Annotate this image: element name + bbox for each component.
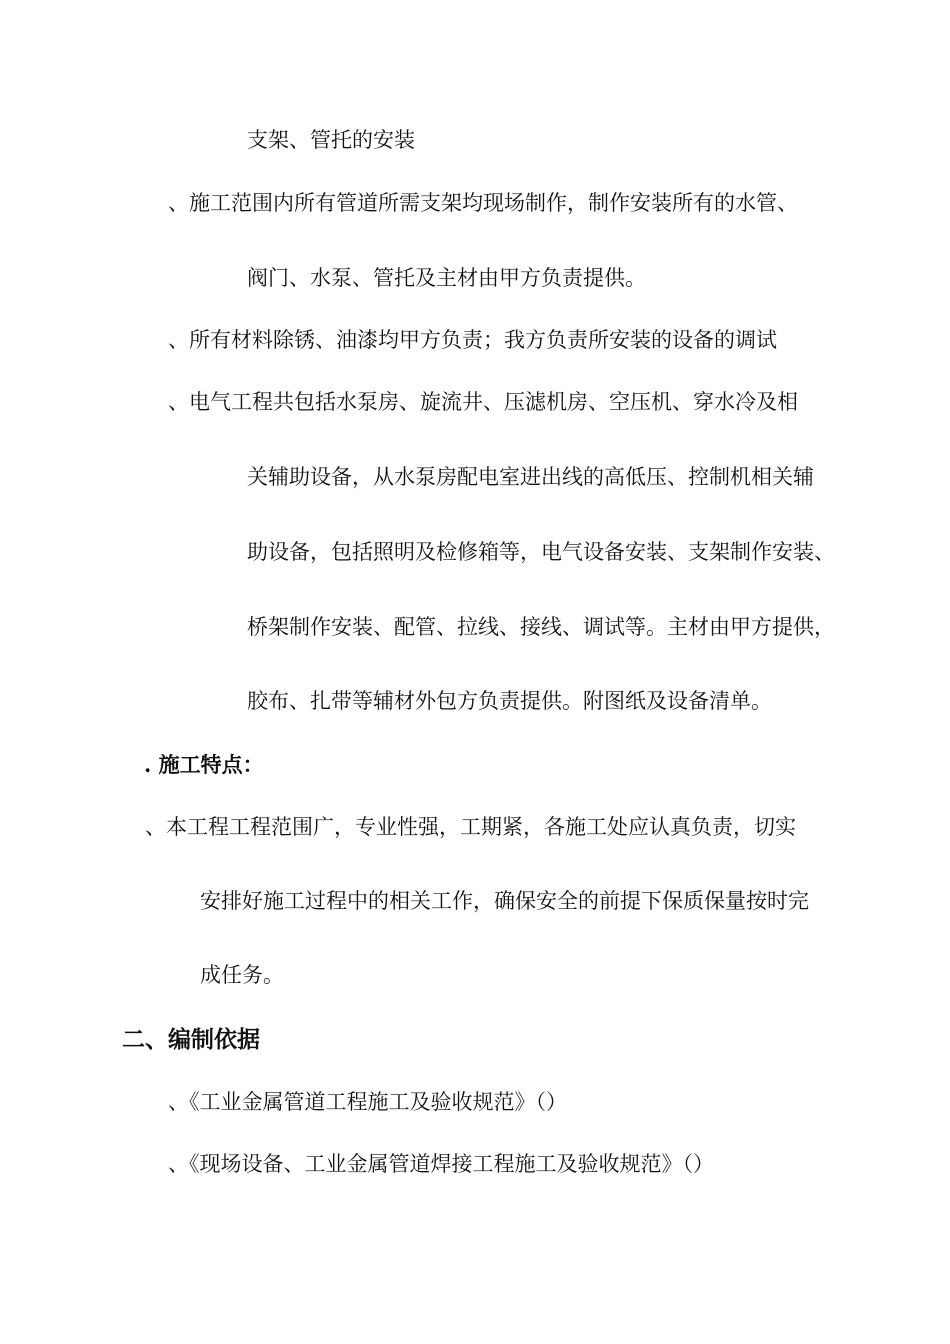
text-line-basis-pipeline: 、《工业金属管道工程施工及验收规范》（） <box>168 1090 567 1114</box>
text-line-electrical-aux: 关辅助设备，从水泵房配电室进出线的高低压、控制机相关辅 <box>247 465 814 489</box>
text-line-scope-supports: 、施工范围内所有管道所需支架均现场制作，制作安装所有的水管、 <box>168 191 798 215</box>
text-line-features-complete: 成任务。 <box>200 963 284 987</box>
text-line-support-install: 支架、管托的安装 <box>247 128 415 152</box>
text-line-electrical-scope: 、电气工程共包括水泵房、旋流井、压滤机房、空压机、穿水冷及相 <box>168 390 798 414</box>
text-line-electrical-tray: 桥架制作安装、配管、拉线、接线、调试等。主材由甲方提供， <box>247 615 835 639</box>
section-title-features: . 施工特点： <box>144 752 264 777</box>
text-line-electrical-lighting: 助设备，包括照明及检修箱等，电气设备安装、支架制作安装、 <box>247 540 835 564</box>
text-line-features-scope: 、本工程工程范围广，专业性强，工期紧，各施工处应认真负责，切实 <box>145 815 796 839</box>
text-line-features-arrange: 安排好施工过程中的相关工作，确保安全的前提下保质保量按时完 <box>200 889 809 913</box>
text-line-materials-provided: 阀门、水泵、管托及主材由甲方负责提供。 <box>247 266 646 290</box>
text-line-rust-paint: 、所有材料除锈、油漆均甲方负责；我方负责所安装的设备的调试 <box>168 328 777 352</box>
section-heading-basis: 二、编制依据 <box>122 1026 260 1053</box>
text-line-electrical-aux-materials: 胶布、扎带等辅材外包方负责提供。附图纸及设备清单。 <box>247 689 772 713</box>
text-line-basis-welding: 、《现场设备、工业金属管道焊接工程施工及验收规范》（） <box>168 1152 714 1176</box>
